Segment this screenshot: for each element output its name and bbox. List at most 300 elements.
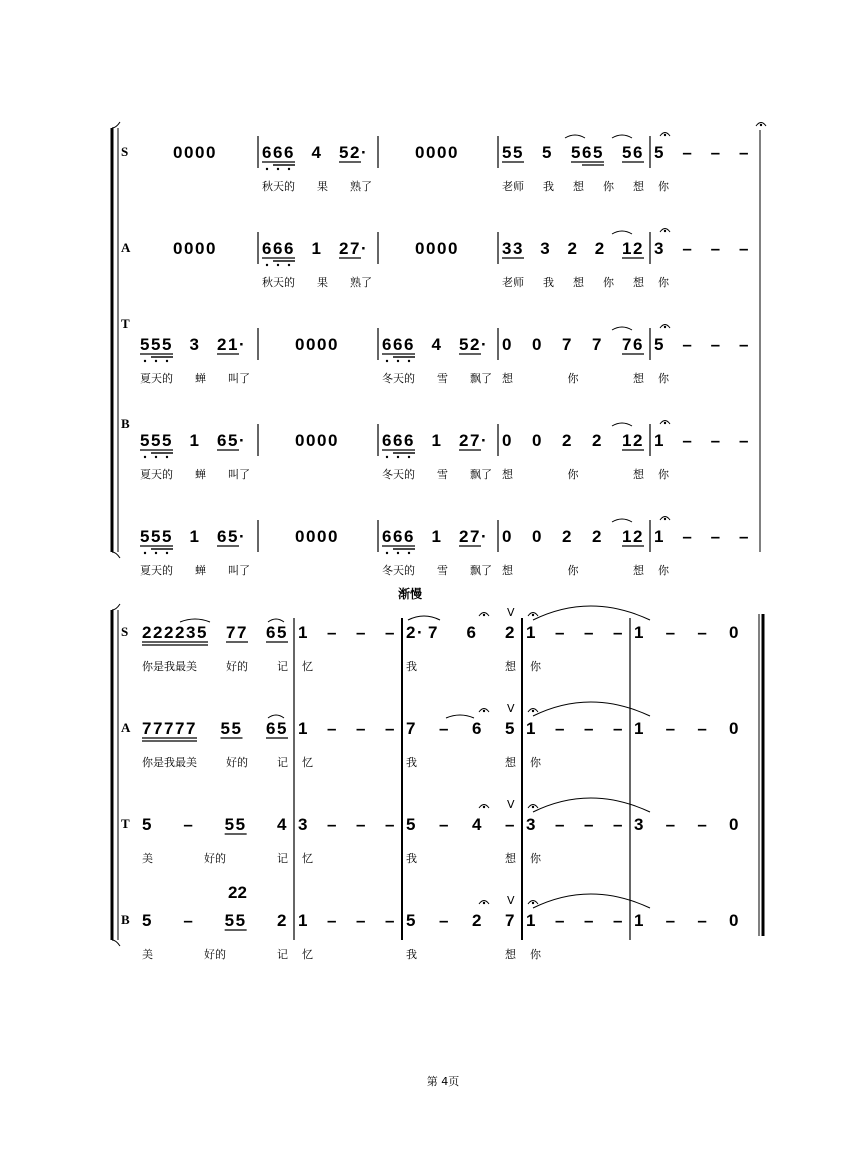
octave-dot	[408, 456, 410, 458]
s2-row0-note: –	[385, 623, 395, 642]
lyric: 想	[573, 180, 584, 193]
s1-row1-note: 2	[567, 239, 577, 258]
s2-row0-note: –	[356, 623, 366, 642]
lyric: 想	[633, 276, 644, 289]
lyric: 果	[317, 276, 328, 289]
lyric: 老师	[502, 276, 524, 289]
slur	[612, 231, 632, 234]
s1-row3-note: 0	[295, 431, 305, 450]
s1-row1-note: 6	[262, 239, 272, 258]
lyric: 想	[502, 372, 513, 385]
s2-row3-note: –	[356, 911, 366, 930]
octave-dot	[155, 360, 157, 362]
s1-row2-note: 5	[162, 335, 172, 354]
lyric: 你	[658, 372, 669, 385]
lyric: 雪	[437, 468, 448, 481]
s2-row0-note: 6	[266, 623, 276, 642]
lyric: 想	[505, 660, 516, 673]
page-number: 第 4页	[426, 1075, 460, 1088]
s1-row1-note: 6	[273, 239, 283, 258]
s2-row3-note: –	[385, 911, 395, 930]
slur	[612, 135, 632, 138]
s1-row4-note: 0	[328, 527, 338, 546]
s1-row0-note: 5	[622, 143, 632, 162]
s1-row0-note: 0	[195, 143, 205, 162]
s1-row4-note: 6	[404, 527, 414, 546]
lyric: 忆	[302, 660, 313, 673]
s1-row1-note: –	[710, 239, 721, 258]
lyric: 我	[406, 756, 417, 769]
divisi-notes: 22	[228, 883, 247, 902]
s1-row2-note: –	[739, 335, 749, 354]
s1-row2-note: 0	[295, 335, 305, 354]
lyric: 我	[543, 180, 554, 193]
lyric: 冬天的	[382, 564, 415, 577]
s1-row1-note: 3	[654, 239, 664, 258]
s2-row2-note: 4	[277, 815, 287, 834]
s2-row1-note: 5	[277, 719, 287, 738]
s2-row0-note: ·	[417, 623, 423, 642]
s1-row1-note: 3	[513, 239, 523, 258]
s1-row3-note: ·	[239, 431, 245, 450]
tempo-mark: 渐慢	[397, 587, 423, 601]
s1-row4-note: 5	[228, 527, 238, 546]
lyric: 忆	[302, 852, 313, 865]
s1-row3-note: –	[710, 431, 721, 450]
s1-row0-note: 5	[542, 143, 552, 162]
lyric: 夏天的	[140, 468, 173, 481]
s2-row1-note: –	[665, 719, 676, 738]
lyric: 冬天的	[382, 372, 415, 385]
lyric: 你	[658, 276, 669, 289]
s1-row4-note: 1	[654, 527, 664, 546]
s2-row3-note: 2	[277, 911, 287, 930]
s2-row0-note: 5	[277, 623, 287, 642]
s2-row2-note: –	[555, 815, 565, 834]
s2-row0-note: 7	[237, 623, 247, 642]
lyric: 你	[567, 372, 579, 385]
s1-row2-note: ·	[239, 335, 245, 354]
lyric: 熟了	[350, 276, 372, 289]
s1-row2-note: 6	[633, 335, 643, 354]
s2-row3-note: 5	[224, 911, 235, 930]
s2-row3-note: 7	[505, 911, 515, 930]
s2-row1-note: 7	[406, 719, 416, 738]
s2-row1-note: 6	[266, 719, 276, 738]
fermata-dot	[664, 230, 666, 232]
lyric: 好的	[226, 660, 248, 673]
octave-dot	[277, 264, 279, 266]
lyric: 记	[277, 756, 288, 769]
octave-dot	[288, 168, 290, 170]
voice-label: B	[121, 912, 130, 927]
s2-row3-note: –	[613, 911, 623, 930]
s1-row0-note: 0	[173, 143, 183, 162]
octave-dot	[408, 552, 410, 554]
s1-row1-note: 2	[633, 239, 643, 258]
voice-label: S	[121, 144, 129, 159]
s1-row1-note: 0	[173, 239, 183, 258]
s1-row1-note: 0	[206, 239, 216, 258]
s1-row3-note: 2	[562, 431, 572, 450]
s1-row1-note: 1	[311, 239, 321, 258]
s1-row2-note: 5	[140, 335, 150, 354]
s2-row1-note: –	[584, 719, 594, 738]
s2-row2-note: 5	[142, 815, 152, 834]
s1-row2-note: –	[682, 335, 692, 354]
lyric: 好的	[204, 948, 226, 961]
s1-row3-note: 6	[217, 431, 227, 450]
s2-row2-note: 3	[298, 815, 308, 834]
lyric: 叫了	[228, 564, 250, 577]
s1-row4-note: –	[739, 527, 749, 546]
s1-row2-note: 0	[502, 335, 512, 354]
s1-row0-note: ·	[361, 143, 367, 162]
s2-row2-note: 5	[406, 815, 416, 834]
s2-row3-note: 1	[298, 911, 308, 930]
s1-row3-note: 5	[228, 431, 238, 450]
s1-row4-note: 1	[189, 527, 199, 546]
s2-row0-note: 2	[164, 623, 174, 642]
fermata-dot	[483, 806, 485, 808]
s1-row1-note: 3	[502, 239, 512, 258]
fermata-dot	[760, 124, 762, 126]
octave-dot	[166, 360, 168, 362]
s1-row1-note: 7	[350, 239, 360, 258]
tie	[533, 702, 650, 716]
s2-row0-note: 2	[153, 623, 163, 642]
lyric: 想	[573, 276, 584, 289]
s2-row0-note: 3	[186, 623, 196, 642]
s2-row0-note: 7	[226, 623, 236, 642]
lyric: 秋天的	[262, 276, 295, 289]
lyric: 蝉	[195, 564, 206, 577]
lyric: 你	[567, 564, 579, 577]
tie	[533, 894, 650, 908]
s2-row2-note: –	[356, 815, 366, 834]
s1-row0-note: 5	[513, 143, 523, 162]
lyric: 想	[633, 180, 644, 193]
s1-row1-note: 0	[426, 239, 436, 258]
s1-row3-note: –	[739, 431, 749, 450]
octave-dot	[266, 168, 268, 170]
octave-dot	[144, 456, 146, 458]
s1-row3-note: 0	[317, 431, 327, 450]
s2-row1-note: 5	[231, 719, 241, 738]
s1-row0-note: 6	[284, 143, 294, 162]
breath-mark: V	[507, 798, 515, 811]
s2-row1-note: 7	[164, 719, 174, 738]
s1-row3-note: 5	[151, 431, 161, 450]
octave-dot	[144, 552, 146, 554]
slur	[408, 616, 440, 620]
s1-row1-note: 0	[437, 239, 447, 258]
slur	[268, 715, 284, 718]
s2-row3-note: –	[439, 911, 449, 930]
lyric: 你	[658, 564, 669, 577]
fermata-dot	[532, 614, 534, 616]
s2-row1-note: 1	[526, 719, 536, 738]
s1-row0-note: 5	[339, 143, 349, 162]
bracket-hook	[112, 940, 120, 946]
s1-row4-note: 5	[140, 527, 150, 546]
s1-row0-note: –	[710, 143, 721, 162]
lyric: 冬天的	[382, 468, 415, 481]
s2-row0-note: 1	[634, 623, 644, 642]
s1-row0-note: 0	[206, 143, 216, 162]
s1-row2-note: 2	[217, 335, 227, 354]
s2-row3-note: 5	[235, 911, 246, 930]
s1-row2-note: 5	[654, 335, 664, 354]
s2-row3-note: 5	[406, 911, 416, 930]
fermata-dot	[532, 902, 534, 904]
slur	[612, 327, 632, 330]
s1-row3-note: 1	[622, 431, 632, 450]
s1-row2-note: 6	[382, 335, 392, 354]
s1-row1-note: 0	[195, 239, 205, 258]
s1-row1-note: ·	[361, 239, 367, 258]
s1-row0-note: –	[682, 143, 692, 162]
voice-label: S	[121, 624, 129, 639]
octave-dot	[166, 456, 168, 458]
s1-row3-note: 0	[532, 431, 542, 450]
s1-row3-note: 6	[393, 431, 403, 450]
s2-row0-note: 7	[428, 623, 438, 642]
s1-row1-note: –	[682, 239, 692, 258]
s1-row4-note: ·	[481, 527, 487, 546]
s1-row2-note: 7	[562, 335, 572, 354]
s1-row0-note: 4	[311, 143, 321, 162]
lyric: 你	[658, 180, 669, 193]
octave-dot	[397, 360, 399, 362]
s1-row0-note: 5	[502, 143, 512, 162]
s2-row3-note: –	[555, 911, 565, 930]
s1-row3-note: 7	[470, 431, 480, 450]
s1-row2-note: 5	[151, 335, 161, 354]
s2-row1-note: –	[697, 719, 707, 738]
s1-row0-note: 0	[184, 143, 194, 162]
s2-row3-note: 0	[729, 911, 739, 930]
voice-label: T	[121, 816, 130, 831]
s2-row1-note: –	[385, 719, 395, 738]
s2-row3-note: –	[697, 911, 707, 930]
s1-row0-note: 0	[437, 143, 447, 162]
lyric: 好的	[226, 756, 248, 769]
octave-dot	[408, 360, 410, 362]
s1-row0-note: 6	[262, 143, 272, 162]
tie	[533, 606, 650, 620]
s2-row2-note: –	[439, 815, 449, 834]
s1-row2-note: 0	[317, 335, 327, 354]
s2-row2-note: 5	[224, 815, 235, 834]
s1-row4-note: 0	[306, 527, 316, 546]
s1-row3-note: 2	[633, 431, 643, 450]
s1-row2-note: 4	[431, 335, 441, 354]
s2-row1-note: –	[613, 719, 623, 738]
s1-row3-note: 5	[140, 431, 150, 450]
s2-row3-note: –	[584, 911, 594, 930]
s1-row1-note: 2	[339, 239, 349, 258]
lyric: 想	[502, 468, 513, 481]
lyric: 秋天的	[262, 180, 295, 193]
s2-row2-note: 5	[235, 815, 246, 834]
s2-row1-note: 5	[220, 719, 230, 738]
slur	[180, 619, 210, 622]
lyric: 想	[633, 468, 644, 481]
s1-row4-note: –	[710, 527, 721, 546]
fermata-dot	[483, 902, 485, 904]
s1-row2-note: 2	[470, 335, 480, 354]
s1-row3-note: 1	[654, 431, 664, 450]
octave-dot	[266, 264, 268, 266]
s1-row4-note: 5	[162, 527, 172, 546]
lyric: 叫了	[228, 468, 250, 481]
s2-row0-note: 1	[298, 623, 308, 642]
lyric: 果	[317, 180, 328, 193]
lyric: 记	[277, 660, 288, 673]
slur	[446, 715, 474, 718]
lyric: 蝉	[195, 468, 206, 481]
lyric: 你是我最美	[142, 660, 197, 673]
s1-row4-note: 5	[151, 527, 161, 546]
s2-row1-note: –	[327, 719, 337, 738]
s1-row4-note: –	[682, 527, 692, 546]
s2-row2-note: 3	[634, 815, 644, 834]
s1-row1-note: 0	[184, 239, 194, 258]
s2-row0-note: 5	[197, 623, 207, 642]
s1-row4-note: 0	[532, 527, 542, 546]
lyric: 记	[277, 852, 288, 865]
fermata-dot	[532, 710, 534, 712]
s2-row0-note: 6	[466, 623, 476, 642]
lyric: 想	[505, 852, 516, 865]
s2-row3-note: 5	[142, 911, 152, 930]
s1-row2-note: 3	[189, 335, 199, 354]
s1-row4-note: 2	[633, 527, 643, 546]
s1-row3-note: 6	[404, 431, 414, 450]
s1-row2-note: 7	[622, 335, 632, 354]
fermata-dot	[664, 518, 666, 520]
bracket-hook	[112, 122, 120, 128]
s1-row0-note: –	[739, 143, 749, 162]
octave-dot	[144, 360, 146, 362]
fermata-dot	[532, 806, 534, 808]
s1-row4-note: 2	[562, 527, 572, 546]
lyric: 我	[406, 660, 417, 673]
s1-row4-note: 2	[459, 527, 469, 546]
voice-label: T	[121, 316, 130, 331]
breath-mark: V	[507, 894, 515, 907]
voice-label: A	[121, 720, 131, 735]
lyric: 你	[530, 660, 541, 673]
s1-row2-note: 0	[532, 335, 542, 354]
s2-row2-note: –	[183, 815, 193, 834]
octave-dot	[155, 552, 157, 554]
octave-dot	[397, 552, 399, 554]
s2-row0-note: 1	[526, 623, 536, 642]
s1-row4-note: 1	[431, 527, 441, 546]
slur	[612, 519, 632, 522]
voice-label: B	[121, 416, 130, 431]
s1-row2-note: 6	[393, 335, 403, 354]
octave-dot	[397, 456, 399, 458]
s2-row2-note: 3	[526, 815, 536, 834]
s1-row0-note: 6	[633, 143, 643, 162]
s2-row2-note: –	[385, 815, 395, 834]
s1-row1-note: 6	[284, 239, 294, 258]
lyric: 美	[142, 948, 153, 961]
s2-row3-note: 1	[526, 911, 536, 930]
lyric: 你	[603, 276, 614, 289]
lyric: 我	[543, 276, 554, 289]
s2-row1-note: 7	[153, 719, 163, 738]
s1-row0-note: 5	[593, 143, 603, 162]
bracket-hook	[112, 552, 120, 558]
s2-row2-note: –	[665, 815, 676, 834]
s1-row4-note: 1	[622, 527, 632, 546]
s1-row3-note: 0	[306, 431, 316, 450]
s2-row2-note: –	[505, 815, 515, 834]
octave-dot	[155, 456, 157, 458]
lyric: 想	[505, 948, 516, 961]
s1-row4-note: ·	[239, 527, 245, 546]
fermata-dot	[664, 326, 666, 328]
lyric: 你	[530, 852, 541, 865]
s1-row4-note: 0	[317, 527, 327, 546]
s1-row1-note: 0	[448, 239, 458, 258]
octave-dot	[166, 552, 168, 554]
s2-row2-note: –	[584, 815, 594, 834]
s1-row3-note: 0	[502, 431, 512, 450]
lyric: 你	[530, 948, 541, 961]
s1-row4-note: 0	[502, 527, 512, 546]
fermata-dot	[664, 134, 666, 136]
lyric: 想	[505, 756, 516, 769]
lyric: 夏天的	[140, 372, 173, 385]
s1-row0-note: 0	[415, 143, 425, 162]
s2-row0-note: 2	[406, 623, 416, 642]
tie	[533, 798, 650, 812]
s2-row0-note: 0	[729, 623, 739, 642]
s1-row1-note: 2	[594, 239, 605, 258]
s2-row2-note: 4	[472, 815, 482, 834]
s1-row0-note: 2	[350, 143, 360, 162]
s1-row2-note: ·	[481, 335, 487, 354]
lyric: 老师	[502, 180, 524, 193]
bracket-hook	[112, 604, 120, 610]
breath-mark: V	[507, 702, 515, 715]
lyric: 雪	[437, 372, 448, 385]
lyric: 忆	[302, 948, 313, 961]
s1-row3-note: ·	[481, 431, 487, 450]
lyric: 我	[406, 852, 417, 865]
s2-row1-note: 1	[634, 719, 644, 738]
s2-row1-note: 0	[729, 719, 739, 738]
s2-row3-note: –	[183, 911, 193, 930]
lyric: 夏天的	[140, 564, 173, 577]
s2-row3-note: 2	[472, 911, 482, 930]
lyric: 熟了	[350, 180, 372, 193]
s1-row2-note: 0	[328, 335, 338, 354]
s2-row0-note: –	[613, 623, 623, 642]
s1-row0-note: 6	[273, 143, 283, 162]
lyric: 想	[502, 564, 513, 577]
fermata-dot	[483, 710, 485, 712]
s1-row2-note: 1	[228, 335, 238, 354]
s2-row1-note: 7	[186, 719, 196, 738]
s1-row4-note: 6	[382, 527, 392, 546]
lyric: 你	[658, 468, 669, 481]
